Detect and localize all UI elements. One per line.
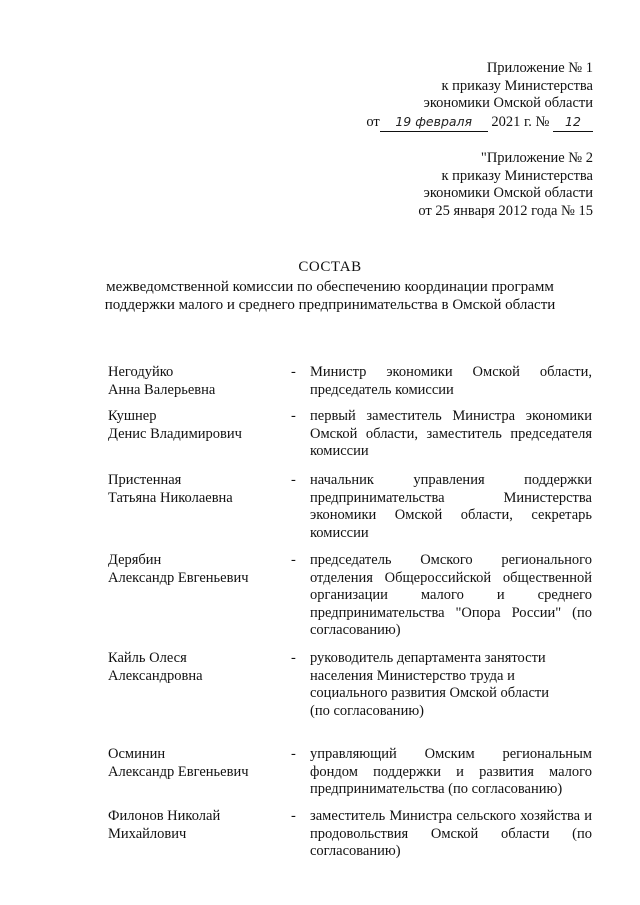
appendix-1-header bbox=[366, 60, 593, 132]
member-name bbox=[108, 808, 278, 843]
separator-dash: - bbox=[291, 650, 296, 666]
separator-dash: - bbox=[291, 364, 296, 380]
appendix-2-header bbox=[418, 150, 593, 220]
separator-dash: - bbox=[291, 408, 296, 424]
member-role: председатель Омского регионального отделения Общероссийской общественной организации малого и среднего предпринимательства "Опора России" (по согласованию) bbox=[310, 552, 592, 638]
date-blank bbox=[380, 113, 488, 133]
member-surname: Кушнер bbox=[108, 408, 157, 424]
member-role: заместитель Министра сельского хозяйства и продовольствия Омской области (по согласованию) bbox=[310, 808, 592, 859]
member-given-names: Михайлович bbox=[108, 825, 187, 842]
handwritten-date: 19 февраля bbox=[395, 113, 473, 129]
date-prefix: от bbox=[366, 113, 380, 130]
member-surname: Кайль Олеся bbox=[108, 650, 187, 666]
separator-dash: - bbox=[291, 808, 296, 824]
document-title: СОСТАВ bbox=[298, 259, 362, 275]
member-role: Министр экономики Омской области, председатель комиссии bbox=[310, 364, 592, 398]
appendix-2-line3: экономики Омской области bbox=[423, 185, 593, 201]
handwritten-number: 12 bbox=[565, 113, 581, 129]
member-name bbox=[108, 472, 278, 507]
appendix-2-line1: "Приложение № 2 bbox=[480, 150, 593, 166]
appendix-2-line2: к приказу Министерства bbox=[441, 167, 593, 184]
member-role: начальник управления поддержки предпринимательства Министерства экономики Омской области, секретарь комиссии bbox=[310, 472, 592, 541]
separator-dash: - bbox=[291, 472, 296, 488]
member-surname: Осминин bbox=[108, 746, 166, 762]
separator-dash: - bbox=[291, 746, 296, 762]
member-given-names: Татьяна Николаевна bbox=[108, 489, 233, 506]
member-name bbox=[108, 408, 278, 443]
member-role: управляющий Омским региональным фондом поддержки и развития малого предпринимательства (по согласованию) bbox=[310, 746, 592, 797]
document-title-block bbox=[60, 258, 600, 314]
appendix-1-line3: экономики Омской области bbox=[423, 95, 593, 111]
member-given-names: Александровна bbox=[108, 667, 203, 684]
number-blank bbox=[553, 113, 593, 133]
member-given-names: Денис Владимирович bbox=[108, 425, 242, 442]
member-role: руководитель департамента занятости населения Министерство труда и социального развития Омской области (по согласованию) bbox=[310, 650, 549, 719]
member-given-names: Александр Евгеньевич bbox=[108, 569, 249, 586]
member-given-names: Анна Валерьевна bbox=[108, 381, 216, 398]
member-surname: Негодуйко bbox=[108, 364, 174, 380]
appendix-1-line1: Приложение № 1 bbox=[486, 60, 593, 76]
separator-dash: - bbox=[291, 552, 296, 568]
member-name bbox=[108, 552, 278, 587]
member-name bbox=[108, 650, 278, 685]
document-subtitle-line2: поддержки малого и среднего предпринимательства в Омской области bbox=[104, 297, 556, 313]
appendix-1-date-line bbox=[366, 113, 593, 133]
member-surname: Дерябин bbox=[108, 552, 162, 568]
member-role: первый заместитель Министра экономики Омской области, заместитель председателя комиссии bbox=[310, 408, 592, 459]
member-given-names: Александр Евгеньевич bbox=[108, 763, 249, 780]
member-name bbox=[108, 746, 278, 781]
appendix-2-line4: от 25 января 2012 года № 15 bbox=[418, 202, 593, 219]
member-surname: Филонов Николай bbox=[108, 808, 221, 824]
document-subtitle-line1: межведомственной комиссии по обеспечению координации программ bbox=[106, 279, 554, 295]
member-name bbox=[108, 364, 278, 399]
year-and-number-label: 2021 г. № bbox=[491, 113, 550, 130]
member-surname: Пристенная bbox=[108, 472, 182, 488]
appendix-1-line2: к приказу Министерства bbox=[441, 77, 593, 94]
